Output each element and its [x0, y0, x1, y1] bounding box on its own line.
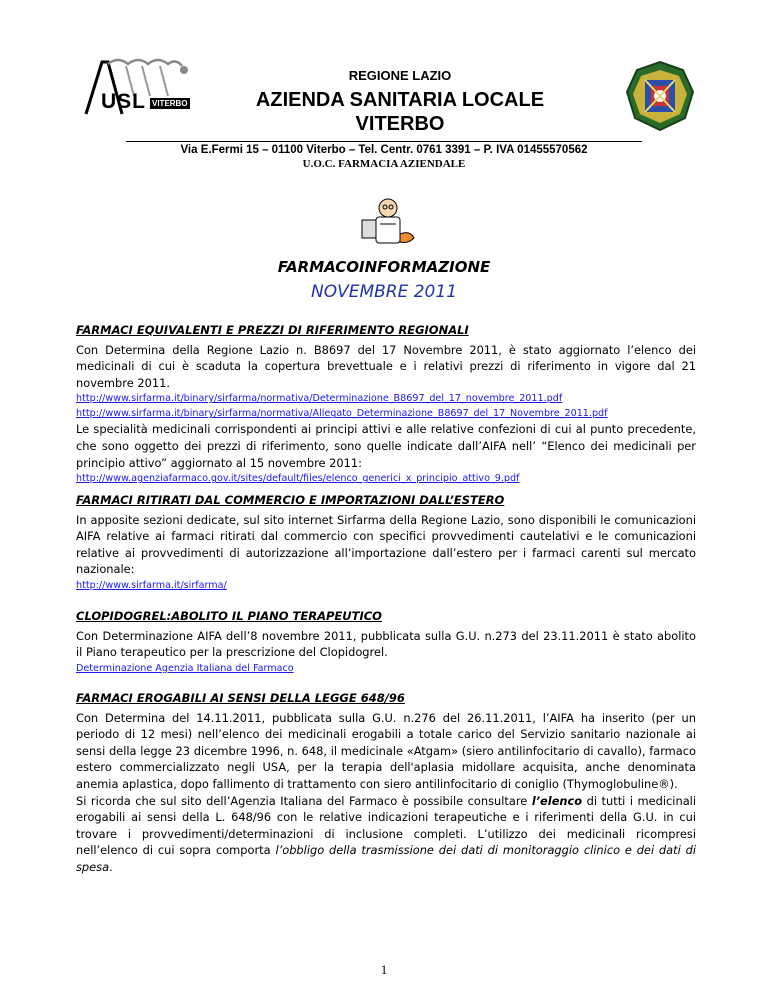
section-legge-648	[76, 690, 696, 876]
section-paragraph: Con Determina del 14.11.2011, pubblicata sulla G.U. n.276 del 26.11.2011, l’AIFA ha inserito (per un periodo di 12 mesi) nell’elenco dei medicinali erogabili a totale carico del Servizio sanitario nazionale ai sensi della legge 23 dicembre 1996, n. 648, il medicinale «Atgam» (siero antilinfocitario di cavallo), farmaco estero commercializzato negli USA, per la terapia dell'aplasia midollare acquisita, anche denominata anemia aplastica, dopo fallimento di trattamento con siero antilinfocitario di coniglio (Thymoglobuline®).	[76, 710, 696, 791]
uoc-name: U.O.C. FARMACIA AZIENDALE	[302, 158, 466, 170]
text-run: di tutti i medicinali erogabili ai sensi della L. 648/96 con le relative indicazioni terapeutiche e i riferimenti della G.U. in cui trovare i provvedimenti/determinazioni di inclusione completi. L’utilizzo dei medicinali ricompresi nell’elenco di cui sopra comporta	[76, 793, 697, 858]
text-run: Si ricorda che sul sito dell’Agenzia Italiana del Farmaco è possibile consultare	[76, 793, 532, 808]
link-sirfarma[interactable]: http://www.sirfarma.it/sirfarma/	[76, 579, 227, 591]
section-paragraph-2: Le specialità medicinali corrispondenti ai principi attivi e alle relative confezioni di cui al punto precedente, che sono oggetto dei prezzi di riferimento, sono quelle indicate dall’AIFA nell’ “Elenco dei medicinali per principio attivo” aggiornato al 15 novembre 2011:	[76, 422, 696, 470]
section-paragraph-2	[76, 793, 696, 876]
pharmacist-clipart	[358, 198, 418, 246]
section-paragraph: Con Determina della Regione Lazio n. B8697 del 17 Novembre 2011, è stato aggiornato l’elenco dei medicinali di cui è scaduta la copertura brevettuale e i relativi prezzi di riferimento in vigore dal 21 novembre 2011.	[76, 342, 696, 390]
provincia-coat-of-arms	[625, 60, 695, 132]
emphasis-text: l’obbligo della trasmissione dei dati di monitoraggio clinico e dei dati di spesa	[76, 843, 696, 874]
section-paragraph: Con Determinazione AIFA dell’8 novembre 2011, pubblicata sulla G.U. n.273 del 23.11.2011 è stato abolito il Piano terapeutico per la prescrizione del Clopidogrel.	[76, 628, 696, 660]
section-title: FARMACI RITIRATI DAL COMMERCIO E IMPORTAZIONI DALL’ESTERO	[76, 493, 505, 507]
section-farmaci-ritirati	[76, 492, 696, 593]
newsletter-title: FARMACOINFORMAZIONE	[277, 258, 491, 276]
page-number: 1	[380, 962, 388, 977]
section-paragraph: In apposite sezioni dedicate, sul sito internet Sirfarma della Regione Lazio, sono disponibili le comunicazioni AIFA relative ai farmaci ritirati dal commercio con specifici provvedimenti cautelativi e le comunicazioni relative ai provvedimenti di autorizzazione all’importazione dall’estero per i farmaci carenti sul mercato nazionale:	[76, 512, 696, 577]
section-farmaci-equivalenti	[76, 322, 696, 486]
newsletter-month: NOVEMBRE 2011	[310, 282, 458, 302]
link-determinazione-b8697[interactable]: http://www.sirfarma.it/binary/sirfarma/normativa/Determinazione_B8697_del_17_novembre_2011.pdf	[76, 393, 563, 405]
link-allegato-determinazione[interactable]: http://www.sirfarma.it/binary/sirfarma/normativa/Allegato_Determinazione_B8697_del_17_Novembre_2011.pdf	[76, 408, 608, 420]
azienda-line-1: AZIENDA SANITARIA LOCALE	[255, 89, 545, 111]
logo-viterbo-text: VITERBO	[152, 99, 188, 108]
section-title: FARMACI EQUIVALENTI E PREZZI DI RIFERIMENTO REGIONALI	[76, 323, 469, 337]
azienda-title	[200, 88, 600, 136]
link-elenco-648[interactable]: l’elenco	[531, 793, 583, 808]
region-name: REGIONE LAZIO	[348, 68, 452, 83]
section-title: FARMACI EROGABILI AI SENSI DELLA LEGGE 648/96	[76, 691, 405, 705]
address-bar: Via E.Fermi 15 – 01100 Viterbo – Tel. Centr. 0761 3391 – P. IVA 01455570562	[126, 141, 642, 156]
logo-usl-text: USL	[101, 90, 146, 113]
section-clopidogrel	[76, 608, 696, 676]
azienda-line-2: VITERBO	[355, 113, 445, 135]
link-elenco-generici[interactable]: http://www.agenziafarmaco.gov.it/sites/default/files/elenco_generici_x_principio_attivo_9.pdf	[76, 473, 520, 485]
link-determinazione-aifa[interactable]: Determinazione Agenzia Italiana del Farmaco	[76, 662, 294, 674]
text-run: .	[109, 859, 113, 874]
section-title: CLOPIDOGREL:ABOLITO IL PIANO TERAPEUTICO	[76, 609, 382, 623]
